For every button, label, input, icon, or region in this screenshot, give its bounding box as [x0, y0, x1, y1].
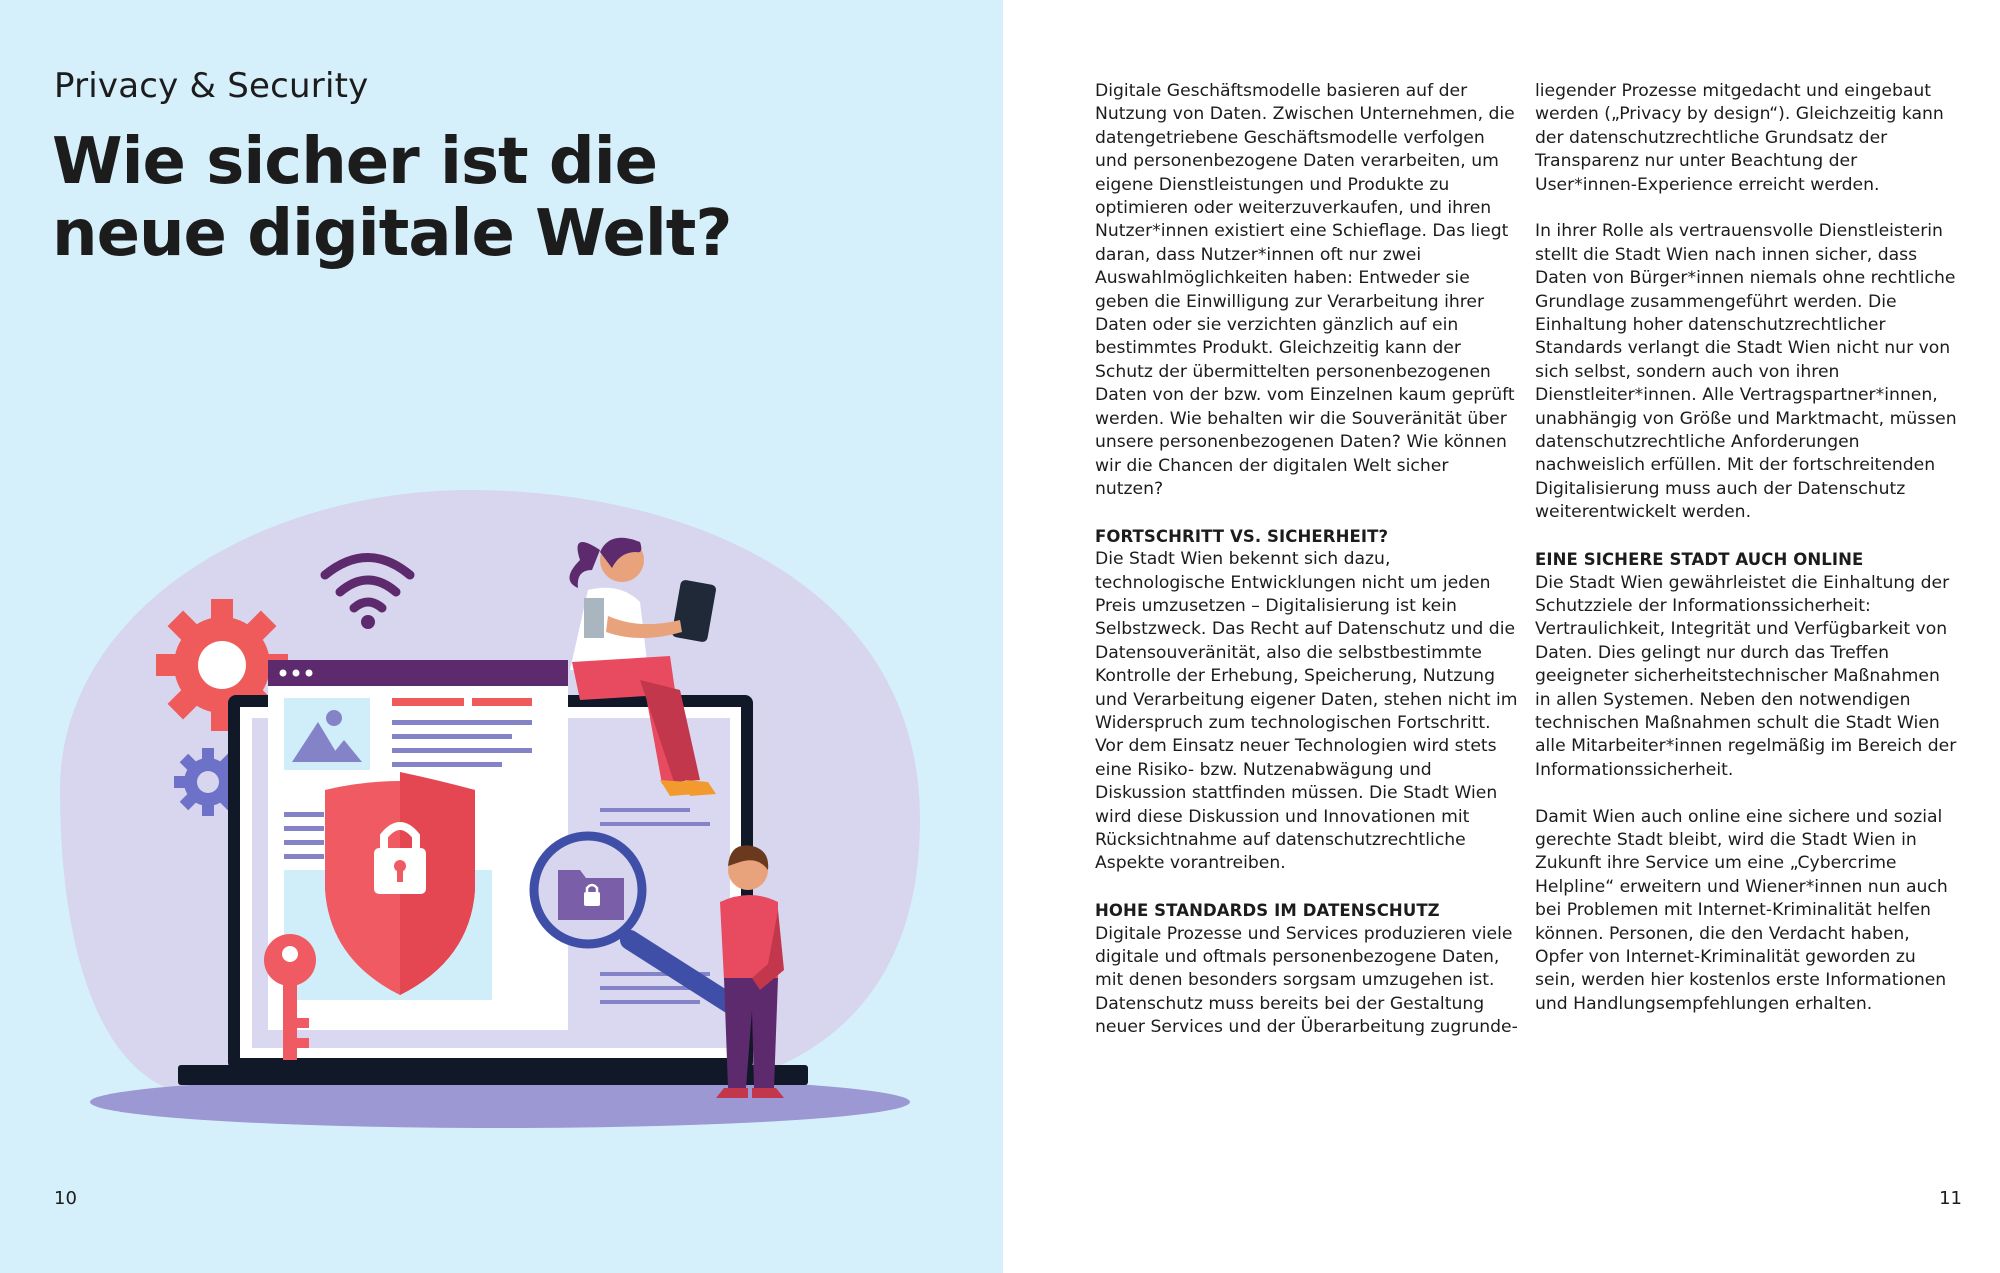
- right-page: [1003, 0, 2000, 1273]
- section-body-fortschritt: Die Stadt Wien bekennt sich dazu, technologische Entwicklungen nicht um jeden Preis umzusetzen – Digitalisierung ist kein Selbstzweck. Das Recht auf Datenschutz und die Datensouveränität, also die selbstbestimmte Kontrolle der Erhebung, Speicherung, Nutzung und Verarbeitung eigener Daten, stehen nicht im Widerspruch zum technologischen Fortschritt. Vor dem Einsatz neuer Technologien wird stets eine Risiko- bzw. Nutzenabwägung und Diskussion stattfinden müssen. Die Stadt Wien wird diese Diskussion und Innovationen mit Rücksichtnahme auf datenschutzrechtliche Aspekte vorantreiben.: [1095, 549, 1518, 874]
- section-body-online: Die Stadt Wien gewährleistet die Einhaltung der Schutzziele der Informationssicherheit: Vertraulichkeit, Integrität und Verfügbarkeit von Daten. Dies gelingt nur durch das Treffen geeigneter sicherheitstechnischer Maßnahmen in allen Systemen. Neben den notwendigen technischen Maßnahmen schult die Stadt Wien alle Mitarbeiter*innen regelmäßig im Bereich der Informationssicherheit.: [1535, 572, 1957, 780]
- privacy-security-illustration: [40, 490, 960, 1150]
- section-body-datenschutz: Digitale Prozesse und Services produzieren viele digitale und oftmals personenbezogene Daten, mit denen besonders sorgsam umzugehen ist. Datenschutz muss bereits bei der Gestaltung neuer Services und der Überarbeitung zugrunde-: [1095, 923, 1518, 1038]
- image-placeholder-icon: [284, 698, 370, 770]
- cybercrime-paragraph: Damit Wien auch online eine sichere und sozial gerechte Stadt bleibt, wird die Stadt Wien in Zukunft ihre Service um eine „Cybercrime Helpline“ erweitern und Wiener*innen nun auch bei Problemen mit Internet-Kriminalität helfen können. Personen, die den Verdacht haben, Opfer von Internet-Kriminalität geworden zu sein, werden hier kostenlos erste Informationen und Handlungsempfehlungen erhalten.: [1535, 806, 1948, 1014]
- text-column-1: [1095, 80, 1520, 1063]
- section-heading-fortschritt: FORTSCHRITT VS. SICHERHEIT?: [1095, 526, 1389, 546]
- continuation-paragraph: liegender Prozesse mitgedacht und eingebaut werden („Privacy by design“). Gleichzeitig kann der datenschutzrechtliche Grundsatz der Transparenz nur unter Beachtung der User*innen-Experience erreicht werden.: [1535, 81, 1944, 195]
- intro-paragraph: Digitale Geschäftsmodelle basieren auf der Nutzung von Daten. Zwischen Unternehmen, die datengetriebene Geschäftsmodelle verfolgen und personenbezogene Daten verarbeiten, um eigene Dienstleistungen und Produkte zu optimieren oder weiterzuverkaufen, und ihren Nutzer*innen existiert eine Schieflage. Das liegt daran, dass Nutzer*innen oft nur zwei Auswahlmöglichkeiten haben: Entweder sie geben die Einwilligung zur Verarbeitung ihrer Daten oder sie verzichten gänzlich auf ein bestimmtes Produkt. Gleichzeitig kann der Schutz der übermittelten personenbezogenen Daten von der bzw. vom Einzelnen kaum geprüft werden. Wie behalten wir die Souveränität über unsere personenbezogenen Daten? Wie können wir die Chancen der digitalen Welt sicher nutzen?: [1095, 81, 1515, 499]
- page-headline: Wie sicher ist die neue digitale Welt?: [52, 125, 732, 271]
- section-kicker: Privacy & Security: [54, 66, 369, 106]
- section-heading-datenschutz: HOHE STANDARDS IM DATENSCHUTZ: [1095, 901, 1440, 921]
- text-column-2: [1535, 80, 1960, 1040]
- section-heading-online: EINE SICHERE STADT AUCH ONLINE: [1535, 550, 1864, 570]
- page-number-right: 11: [1939, 1188, 1962, 1209]
- page-number-left: 10: [54, 1188, 77, 1209]
- dienstleisterin-paragraph: In ihrer Rolle als vertrauensvolle Dienstleisterin stellt die Stadt Wien nach innen sicher, dass Daten von Bürger*innen niemals ohne rechtliche Grundlage zusammengeführt werden. Die Einhaltung hoher datenschutzrechtlicher Standards verlangt die Stadt Wien nicht nur von sich selbst, sondern auch von ihren Dienstleiter*innen. Alle Vertragspartner*innen, unabhängig von Größe und Marktmacht, müssen datenschutzrechtliche Anforderungen nachweislich erfüllen. Mit der fortschreitenden Digitalisierung muss auch der Datenschutz weiterentwickelt werden.: [1535, 221, 1957, 523]
